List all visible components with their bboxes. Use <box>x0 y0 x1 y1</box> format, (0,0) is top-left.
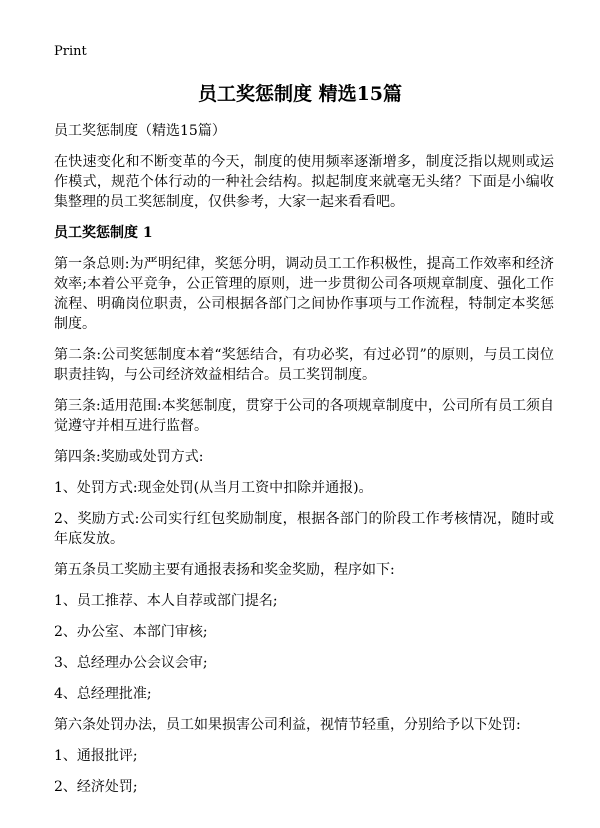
print-link[interactable]: Print <box>54 44 87 59</box>
article-paragraph: 第五条员工奖励主要有通报表扬和奖金奖励，程序如下: <box>54 562 395 578</box>
intro-paragraph: 在快速变化和不断变革的今天，制度的使用频率逐渐增多，制度泛指以规则或运作模式，规范个体行动的一种社会结构。拟起制度来就毫无头绪？下面是小编收集整理的员工奖惩制度，仅供参考，大家一起来看看吧。 <box>54 154 554 210</box>
article-paragraph: 第二条:公司奖惩制度本着“奖惩结合，有功必奖，有过必罚”的原则，与员工岗位职责挂钩，与公司经济效益相结合。员工奖罚制度。 <box>54 347 554 383</box>
list-item: 2、奖励方式:公司实行红包奖励制度，根据各部门的阶段工作考核情况，随时或年底发放。 <box>54 511 554 547</box>
article-paragraph: 第一条总则:为严明纪律，奖惩分明，调动员工工作积极性，提高工作效率和经济效率;本着公平竞争，公正管理的原则，进一步贯彻公司各项规章制度、强化工作流程、明确岗位职责，公司根据各部门之间协作事项与工作流程，特制定本奖惩制度。 <box>54 256 554 332</box>
list-item: 1、处罚方式:现金处罚(从当月工资中扣除并通报)。 <box>54 480 373 496</box>
list-item: 1、通报批评; <box>54 748 138 764</box>
document-body <box>54 121 554 808</box>
article-paragraph: 第三条:适用范围:本奖惩制度，贯穿于公司的各项规章制度中，公司所有员工须自觉遵守并相互进行监督。 <box>54 398 554 434</box>
article-paragraph: 第四条:奖励或处罚方式: <box>54 449 204 465</box>
section-heading: 员工奖惩制度 1 <box>54 225 153 241</box>
article-paragraph: 第六条处罚办法，员工如果损害公司利益，视情节轻重，分别给予以下处罚: <box>54 717 521 733</box>
list-item: 2、办公室、本部门审核; <box>54 624 208 640</box>
document-subtitle: 员工奖惩制度（精选15篇） <box>54 123 226 139</box>
list-item: 3、总经理办公会议会审; <box>54 655 208 671</box>
list-item: 4、总经理批准; <box>54 686 152 702</box>
list-item: 2、经济处罚; <box>54 779 138 795</box>
page-title: 员工奖惩制度 精选15篇 <box>197 83 403 105</box>
list-item: 1、员工推荐、本人自荐或部门提名; <box>54 593 278 609</box>
